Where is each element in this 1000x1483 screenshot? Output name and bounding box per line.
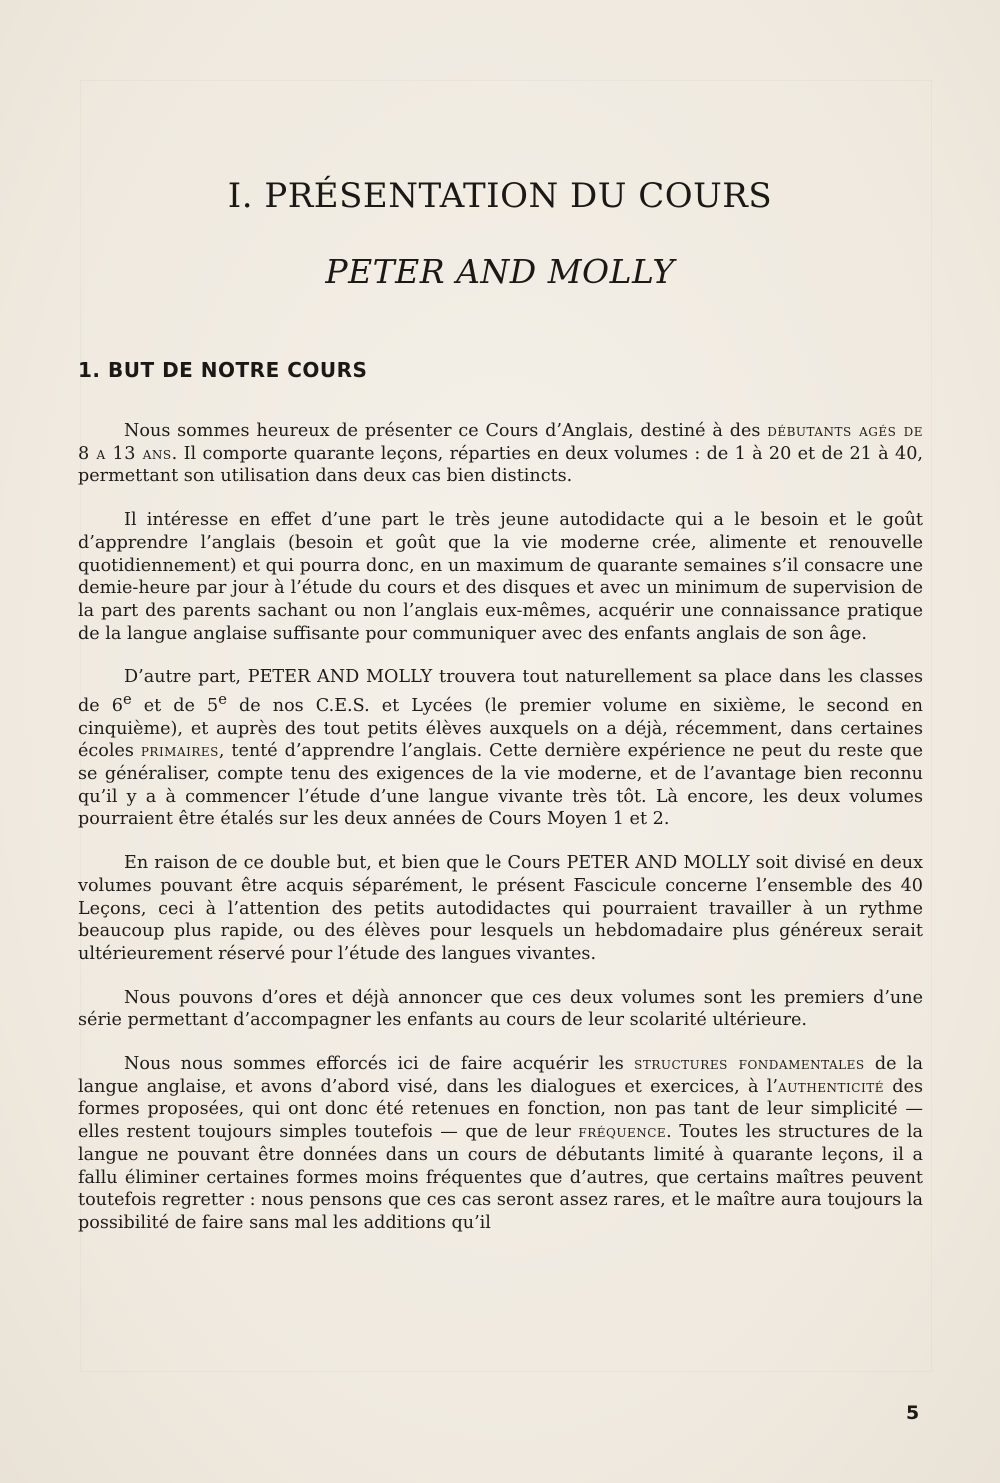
paragraph-3-text: D’autre part, PETER AND MOLLY trouvera tout naturellement sa place dans les classes de 6 <box>78 667 923 716</box>
paragraph-3-text-2: et de 5 <box>131 695 219 716</box>
paragraph-6-smallcaps-1: structures fondamentales <box>634 1054 865 1075</box>
paragraph-3-sup-2: e <box>218 691 227 709</box>
page-number: 5 <box>906 1402 920 1424</box>
paragraph-4 <box>78 852 923 966</box>
paragraph-1 <box>78 420 923 488</box>
paragraph-6-smallcaps-2: authenticité <box>778 1076 884 1097</box>
paragraph-3 <box>78 666 923 831</box>
paragraph-5 <box>78 987 923 1032</box>
paragraph-4-text: En raison de ce double but, et bien que le Cours PETER AND MOLLY soit divisé en deux volumes pouvant être acquis séparément, le présent Fascicule concerne l’ensemble des 40 Leçons, ceci à l’attention des petits autodidactes qui pourraient travailler à un rythme beaucoup plus rapide, ou des élèves pour lesquels un hebdomadaire plus généreux serait ultérieurement réservé pour l’étude des langues vivantes. <box>78 853 923 964</box>
paragraph-1-text: Nous sommes heureux de présenter ce Cours d’Anglais, destiné à des <box>124 421 768 441</box>
paragraph-6 <box>78 1053 923 1235</box>
paragraph-3-sup-1: e <box>122 691 132 709</box>
paragraph-6-text: Nous nous sommes efforcés ici de faire acquérir les <box>124 1054 635 1075</box>
chapter-title: I. PRÉSENTATION DU COURS <box>227 176 773 216</box>
paragraph-6-text-4: . Toutes les structures de la langue ne pouvant être données dans un cours de débutants limité à quarante leçons, il a fallu éliminer certaines formes moins fréquentes que d’autres, que certains maîtres peuvent toutefois regretter : nous pensons que ces cas seront assez rares, et le maître aura toujours la possibilité de faire sans mal les additions qu’il <box>78 1122 923 1233</box>
paragraph-6-text-2: de la langue anglaise, et avons d’abord visé, dans les dialogues et exercices, à l’ <box>78 1054 923 1097</box>
paragraph-2-text: Il intéresse en effet d’une part le très jeune autodidacte qui a le besoin et le goût d’apprendre l’anglais (besoin et goût que la vie moderne crée, alimente et renouvelle quotidiennement) et qui pourra donc, en un maximum de quarante semaines s’il consacre une demie-heure par jour à l’étude du cours et des disques et avec un minimum de supervision de la part des parents sachant ou non l’anglais eux-mêmes, acquérir une connaissance pratique de la langue anglaise suffisante pour communiquer avec des enfants anglais de son âge. <box>78 510 923 644</box>
body-text <box>78 420 923 1256</box>
paragraph-3-smallcaps: primaires <box>140 741 219 762</box>
paragraph-3-text-4: , tenté d’apprendre l’anglais. Cette dernière expérience ne peut du reste que se généraliser, compte tenu des exigences de la vie moderne, et de l’avantage bien reconnu qu’il y a à commencer l’étude d’une langue vivante très tôt. Là encore, les deux volumes pourraient être étalés sur les deux années de Cours Moyen 1 et 2. <box>78 741 923 830</box>
paragraph-6-text-3: des formes proposées, qui ont donc été retenues en fonction, non pas tant de leur simplicité — elles restent toujours simples toutefois — que de leur <box>78 1076 923 1143</box>
course-title: PETER AND MOLLY <box>325 252 675 291</box>
paragraph-1-smallcaps: débutants agés de 8 a 13 ans <box>78 421 923 464</box>
paragraph-6-smallcaps-3: fréquence <box>578 1122 667 1143</box>
section-heading: 1. BUT DE NOTRE COURS <box>78 358 368 382</box>
paragraph-3-text-3: de nos C.E.S. et Lycées (le premier volume en sixième, le second en cinquième), et auprès des tout petits élèves auxquels on a déjà, récemment, dans certaines écoles <box>78 695 923 762</box>
paragraph-1-text-2: . Il comporte quarante leçons, réparties en deux volumes : de 1 à 20 et de 21 à 40, permettant son utilisation dans deux cas bien distincts. <box>78 443 923 487</box>
paragraph-2 <box>78 509 923 645</box>
paragraph-5-text: Nous pouvons d’ores et déjà annoncer que ces deux volumes sont les premiers d’une série permettant d’accompagner les enfants au cours de leur scolarité ultérieure. <box>78 987 923 1031</box>
